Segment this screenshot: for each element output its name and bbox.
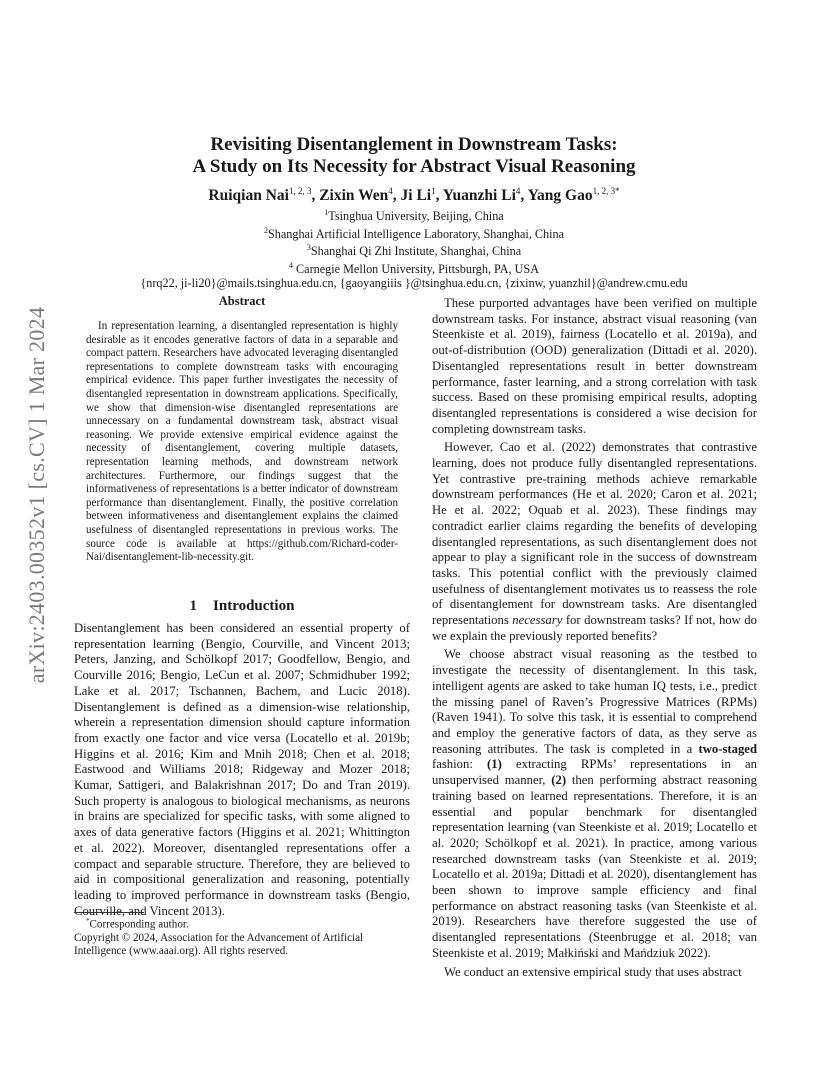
abstract-body	[86, 320, 398, 565]
author-sup: 1, 2, 3	[288, 186, 312, 196]
footnote-copyright: Copyright © 2024, Association for the Advancement of Artificial Intelligence (www.aaai.org). All rights reserved.	[74, 931, 364, 958]
author-sup: 4	[515, 186, 521, 196]
author-name: Yang Gao	[527, 187, 593, 205]
footnote-rule	[74, 912, 144, 913]
right-paragraph-1: These purported advantages have been verified on multiple downstream tasks. For instance, abstract visual reasoning (van Steenkiste et al. 2019), fairness (Locatello et al. 2019a), and out-of-distribution (OOD) generalization (Dittadi et al. 2020). Disentangled representations result in better downstream performance, faster learning, and a strong correlation with task success. Based on these promising empirical results, adopting disentangled representations is considered a wise decision for completing downstream tasks.	[432, 296, 757, 436]
arxiv-sidebar	[22, 300, 52, 690]
title-line-1: Revisiting Disentanglement in Downstream Tasks:	[210, 134, 618, 155]
author-name: Zixin Wen	[319, 187, 389, 205]
author-sup: 4	[388, 186, 393, 196]
author-list: Ruiqian Nai$^{1, 2, 3}$, Zixin Wen$^4$, Ji Li$^1$, Yuanzhi Li$^4$, Yang Gao$^{1, 2, 3*}$	[208, 186, 620, 205]
author-emails: {nrq22, ji-li20}@mails.tsinghua.edu.cn, {gaoyangiiis }@tsinghua.edu.cn, {zixinw, yuanzhil}@andrew.cmu.edu	[140, 276, 688, 291]
affiliation-line: $^1$Tsinghua University, Beijing, China	[324, 208, 504, 224]
left-column-body	[74, 621, 410, 919]
right-paragraph-2: However, Cao et al. (2022) demonstrates that contrastive learning, does not produce fully disentangled representations. Yet contrastive pre-training methods achieve remarkable downstream performances (He et al. 2020; Caron et al. 2021; He et al. 2022; Oquab et al. 2023). These findings may contradict earlier claims regarding the benefits of developing disentangled representations, as such disentanglement does not appear to play a significant role in the success of downstream tasks. This potential conflict with the previously claimed usefulness of disentanglement motivates us to reassess the role of disentanglement for downstream tasks. Are disentangled representations necessary for downstream tasks? If not, how do we explain the previously reported benefits?	[432, 440, 757, 643]
bold-step-2: (2)	[551, 773, 567, 788]
section-number: 1	[189, 598, 198, 614]
right-paragraph-4: We conduct an extensive empirical study that uses abstract	[444, 964, 742, 979]
affiliation-line: $^3$Shanghai Qi Zhi Institute, Shanghai, China	[306, 243, 522, 259]
footnotes	[74, 915, 410, 959]
right-paragraph-3: We choose abstract visual reasoning as the testbed to investigate the necessity of disentanglement. In this task, intelligent agents are asked to take human IQ tests, i.e., predict the missing panel of Raven’s Progressive Matrices (RPMs) (Raven 1941). To solve this task, it is essential to comprehend and employ the generative factors of data, as they serve as reasoning attributes. The task is completed in a two-staged fashion: (1) extracting RPMs’ representations in an unsupervised manner, (2) then performing abstract reasoning training based on learned representations. Therefore, it is an essential and popular benchmark for disentangled representation learning (van Steenkiste et al. 2019; Locatello et al. 2020; Schölkopf et al. 2021). In practice, among various researched downstream tasks (van Steenkiste et al. 2019; Locatello et al. 2019a; Dittadi et al. 2020), disentanglement has been shown to improve sample efficiency and final performance on abstract reasoning tasks (van Steenkiste et al. 2019). Researchers have therefore suggested the use of disentangled representations (Steenbrugge et al. 2018; van Steenkiste et al. 2019; Małkiński and Mańdziuk 2022).	[432, 647, 757, 960]
abstract-heading: Abstract	[218, 294, 266, 308]
paper-title	[0, 134, 828, 178]
section-heading-introduction	[74, 598, 410, 615]
footnote-corresponding: *Corresponding author.	[86, 917, 189, 931]
bold-step-1: (1)	[487, 757, 502, 772]
section-title: Introduction	[213, 598, 295, 614]
author-name: Ji Li	[400, 187, 432, 205]
footnote-mark: *	[86, 917, 90, 925]
emphasis-necessary: necessary	[512, 613, 563, 628]
bold-two-staged: two-staged	[698, 741, 757, 756]
abstract-text: In representation learning, a disentangled representation is highly desirable as it encodes generative factors of data in a separable and compact pattern. Researchers have advocated leveraging disentangled representations to complete downstream tasks with encouraging empirical evidence. This paper further investigates the necessity of disentangled representation in downstream applications. Specifically, we show that dimension-wise disentangled representations are unnecessary on a fundamental downstream task, abstract visual reasoning. We provide extensive empirical evidence against the necessity of disentanglement, covering multiple datasets, representation learning methods, and downstream network architectures. Furthermore, our findings suggest that the informativeness of representations is a better indicator of downstream performance than disentanglement. Finally, the positive correlation between informativeness and disentanglement explains the claimed usefulness of disentangled representations in previous works. The source code is available at https://github.com/Richard-coder-Nai/disentanglement-lib-necessity.git.	[86, 320, 398, 564]
right-column-body	[432, 296, 757, 980]
author-name: Ruiqian Nai	[208, 187, 289, 205]
author-sup: 1	[431, 186, 436, 196]
intro-paragraph-1: Disentanglement has been considered an essential property of representation learning (Bengio, Courville, and Vincent 2013; Peters, Janzing, and Schölkopf 2017; Goodfellow, Bengio, and Courville 2016; Bengio, LeCun et al. 2007; Schmidhuber 1992; Lake et al. 2017; Tschannen, Bachem, and Lucic 2018). Disentanglement is defined as a dimension-wise relationship, wherein a representation dimension should capture information from exactly one factor and vice versa (Locatello et al. 2019b; Higgins et al. 2016; Kim and Mnih 2018; Chen et al. 2018; Eastwood and Williams 2018; Ridgeway and Mozer 2018; Kumar, Sattigeri, and Balakrishnan 2017; Do and Tran 2019). Such property is analogous to biological mechanisms, as neurons in brains are specialized for specific tasks, with some aligned to axes of data generative factors (Higgins et al. 2021; Whittington et al. 2022). Moreover, disentangled representations offer a compact and separable structure. Therefore, they are believed to aid in compositional generalization and reasoning, potentially leading to improved performance in downstream tasks (Bengio, Courville, and Vincent 2013).	[74, 621, 410, 918]
title-line-2: A Study on Its Necessity for Abstract Visual Reasoning	[192, 156, 636, 177]
author-name: Yuanzhi Li	[442, 187, 516, 205]
affiliation-line: $^4$ Carnegie Mellon University, Pittsburgh, PA, USA	[288, 260, 539, 276]
arxiv-identifier: arXiv:2403.00352v1 [cs.CV] 1 Mar 2024	[24, 306, 49, 684]
author-sup: 1, 2, 3*	[592, 186, 620, 196]
affiliation-line: $^2$Shanghai Artificial Intelligence Laboratory, Shanghai, China	[263, 225, 565, 241]
affiliations	[0, 206, 828, 291]
